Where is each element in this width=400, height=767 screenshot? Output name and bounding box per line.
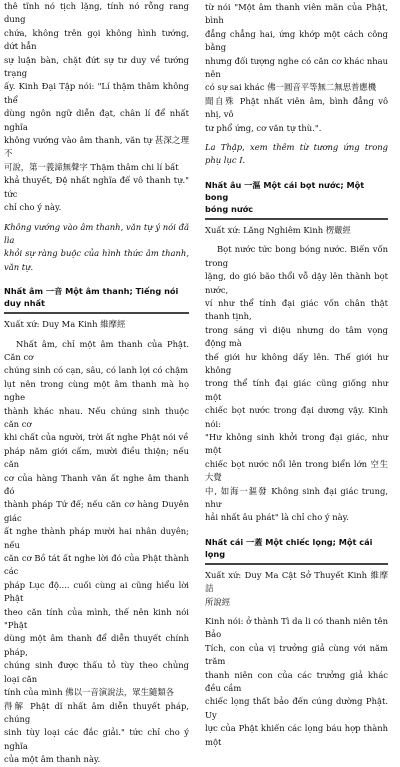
text-line: chiếc bọt nước nổi lên trong biển lớn 空生大覺 bbox=[205, 458, 388, 483]
cross-reference-note: La Thập, xem thêm từ tương ứng trong phụ lục I. bbox=[205, 142, 388, 166]
text-line: lặng, do gió bão thổi vỗ dậy lên thành bọt nước, bbox=[205, 271, 388, 295]
text-line: tư phổ ứng, cơ văn tự thù.". bbox=[205, 122, 322, 133]
section-title: Nhất âu 一漚 Một cái bọt nước; Một bong bbox=[205, 179, 365, 202]
text-line: khả thuyết, Đệ nhất nghĩa đế vô thanh tự." tức bbox=[4, 175, 189, 199]
continued-paragraph bbox=[205, 1, 388, 135]
section-title: Nhất cái 一蓋 Một chiếc lọng; Một cái lọng bbox=[205, 536, 373, 559]
text-line: pháp năm giới cấm, mười điều thiện; nếu căn bbox=[4, 445, 189, 470]
section-source: Xuất xứ: Duy Ma Cật Sở Thuyết Kinh 維摩詰 bbox=[205, 569, 388, 594]
text-line: có sự sai khác 佛一圓音平等無二無思普應機 bbox=[205, 82, 377, 93]
text-line: Tích, con của vị trưởng giả cùng với năm trăm bbox=[205, 642, 388, 667]
text-line: không vướng vào âm thanh, văn tự 甚深之理不 bbox=[4, 135, 189, 159]
text-line: Kinh nói: ở thành Tì da li có thanh niên tên Bảo bbox=[205, 616, 388, 640]
text-line: dùng ngôn ngữ diễn đạt, chân lí để nhất nghĩa bbox=[4, 108, 189, 132]
text-line: thanh niên con của các trưởng giả khác đều cầm bbox=[205, 669, 388, 694]
text-line: căn cơ Bồ tát ất nghe lời đó của Phật thành các bbox=[4, 553, 189, 577]
text-line: ví như thể tính đại giác vốn chân thật thanh tịnh, bbox=[205, 297, 388, 322]
text-line: thê tĩnh nó tịch lặng, tính nó rỗng rang dung bbox=[4, 1, 189, 25]
text-line: trong thể tính đại giác cũng giống như một bbox=[205, 378, 388, 402]
section-source: 所說經 bbox=[205, 596, 231, 607]
text-line: chúng sinh được thấu tỏ tùy theo chủng loại căn bbox=[4, 660, 189, 684]
text-line: "Hư không sinh khởi trong đại giác, như một bbox=[205, 431, 388, 456]
section-source: Xuất xứ: Lăng Nghiêm Kinh 楞嚴經 bbox=[205, 224, 351, 235]
text-line: lực của Phật khiến các lọng báu hợp thành một bbox=[205, 723, 388, 747]
right-column bbox=[196, 0, 388, 747]
text-line: chiếc lọng thất bảo đến cúng dường Phật. Uy bbox=[205, 696, 388, 720]
text-line: trong sáng vì diệu nhưng do tâm vọng động mà bbox=[205, 324, 388, 349]
text-line: 可說，第一義諦無聲字 Thậm thâm chi lí bất bbox=[4, 161, 179, 172]
section-divider bbox=[205, 563, 388, 565]
text-line: dùng một âm thanh để diễn thuyết chính pháp, bbox=[4, 633, 189, 657]
text-line: thành pháp Tứ đế; nếu căn cơ hàng Duyên giác bbox=[4, 499, 189, 523]
text-line: từ nói "Một âm thanh viên mãn của Phật, bình bbox=[205, 2, 388, 26]
section-source: Xuất xứ: Duy Ma Kinh 維摩經 bbox=[4, 319, 126, 330]
text-line: 聞自殊 Phật nhất viên âm, bình đẳng vô nhị, vô bbox=[205, 95, 388, 120]
text-line: lụt nên trong cùng một âm thanh mà họ nghe bbox=[4, 378, 189, 403]
section-divider bbox=[4, 312, 189, 314]
section-body bbox=[205, 615, 388, 749]
section-divider bbox=[205, 218, 388, 220]
text-line: ất nghe thành pháp mười hai nhân duyên; nếu bbox=[4, 526, 189, 550]
text-line: sự luận bàn, chặt đứt sự tư duy về tướng trạng bbox=[4, 54, 189, 79]
text-line: đẳng chẳng hai, ứng khớp một cách công bằng bbox=[205, 28, 388, 53]
text-line: 中, 如海一漚發 Không sinh đại giác trung, như bbox=[205, 485, 388, 509]
text-line: pháp Lục độ.... cuối cùng ai cũng hiểu lời Phật bbox=[4, 579, 189, 604]
intro-note bbox=[4, 221, 189, 275]
text-line: khỏi sự ràng buộc của hình thức âm thanh, văn tự. bbox=[4, 248, 189, 272]
text-line: cơ của hàng Thanh văn ất nghe âm thanh đó bbox=[4, 472, 189, 496]
text-line: 得解 Phật dĩ nhất âm diễn thuyết pháp, chúng bbox=[4, 700, 189, 724]
text-line: khi chất của người, trời ất nghe Phật nói về bbox=[4, 432, 189, 443]
section-title: bóng nước bbox=[205, 203, 254, 214]
section-body bbox=[205, 243, 388, 525]
text-line: hải nhất âu phát" là chỉ cho ý này. bbox=[205, 512, 349, 523]
left-column bbox=[4, 0, 196, 765]
text-line: của một âm thanh này. bbox=[4, 754, 101, 765]
text-line: chúng sinh có cạn, sâu, có lanh lợi có chậm bbox=[4, 365, 189, 376]
text-line: thế giới hư không dấy lên. Thế giới hư không bbox=[205, 351, 388, 375]
text-line: ấy. Kinh Đại Tập nói: "Lí thậm thâm không thể bbox=[4, 81, 189, 105]
text-line: Bọt nước tức bong bóng nước. Biến vốn trong bbox=[205, 244, 388, 268]
section-title: Nhất âm 一音 Một âm thanh; Tiếng nói duy nhất bbox=[4, 286, 179, 309]
text-line: chỉ cho ý này. bbox=[4, 202, 62, 213]
text-line: sinh tùy loại các đắc giải." tức chỉ cho ý nghĩa bbox=[4, 727, 189, 751]
text-line: chứa, không trên gọi không hình tướng, dứt hẳn bbox=[4, 27, 189, 52]
section-body bbox=[4, 338, 189, 767]
text-line: theo căn tính của mình, thế nên kinh nói "Phật bbox=[4, 606, 189, 631]
text-line: nhưng đối tượng nghe có căn cơ khác nhau nên bbox=[205, 55, 388, 80]
text-line: chiếc bọt nước trong đại dương vậy. Kinh nói: bbox=[205, 405, 388, 429]
text-line: Không vướng vào âm thanh, văn tự ý nói đã lìa bbox=[4, 221, 189, 245]
text-line: thành khác nhau. Nếu chúng sinh thuộc căn cơ bbox=[4, 405, 189, 429]
text-line: Nhất âm, chỉ một âm thanh của Phật. Căn cơ bbox=[4, 338, 189, 362]
intro-paragraph bbox=[4, 0, 189, 215]
text-line: tính của mình 佛以一音演說法，眾生隨類各 bbox=[4, 687, 175, 698]
